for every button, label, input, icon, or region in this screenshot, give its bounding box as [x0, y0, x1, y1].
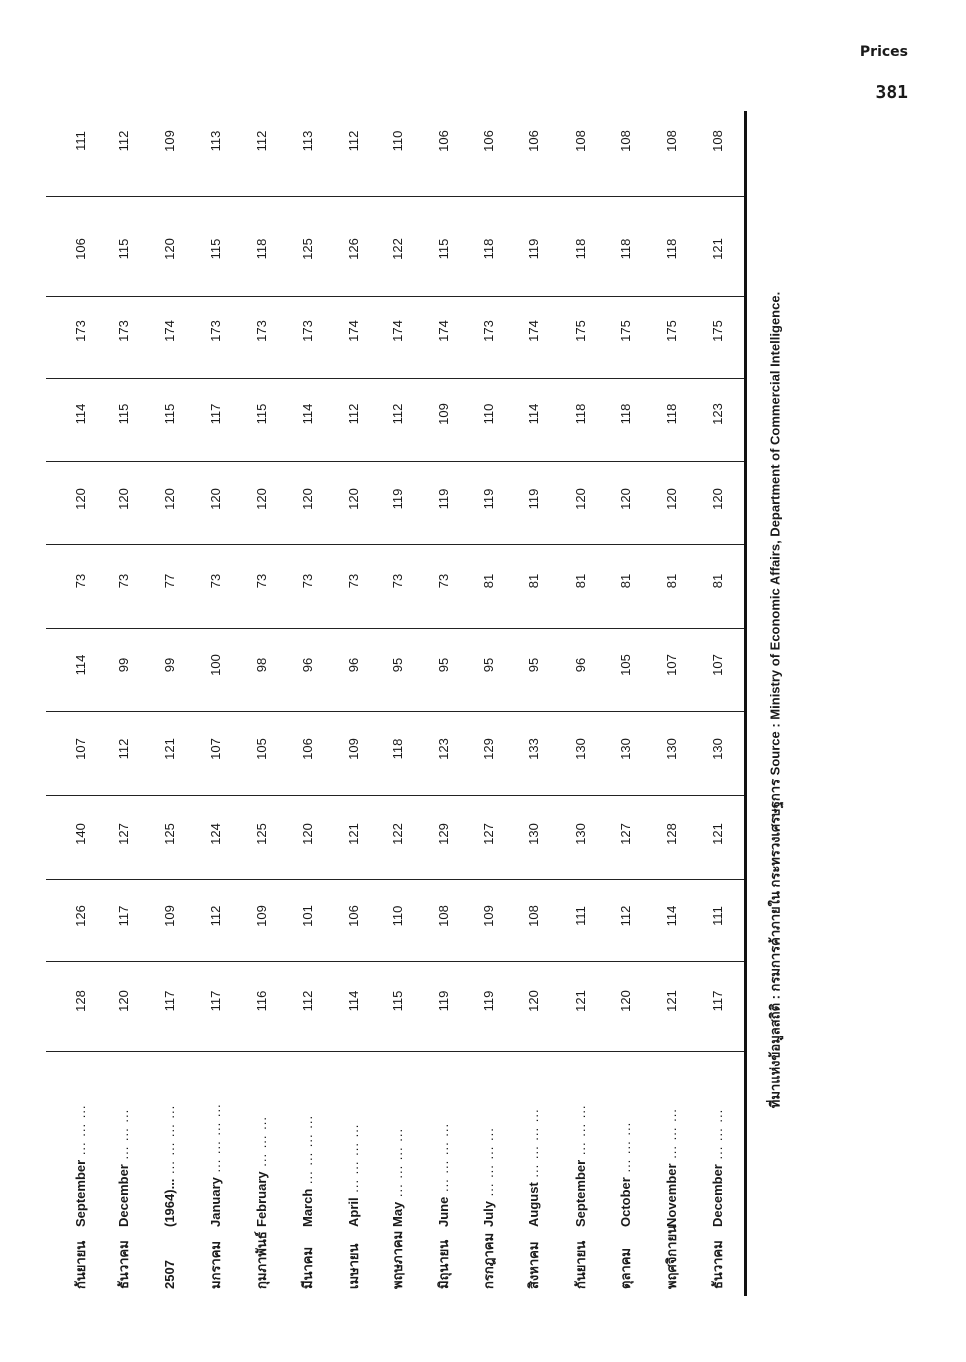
table-right-rule — [744, 111, 747, 1296]
row-label-leader-dots: ... ... ... — [573, 1104, 588, 1160]
table-cell: 111 — [73, 131, 88, 151]
table-cell: 118 — [618, 238, 633, 260]
table-cell: 95 — [436, 657, 451, 673]
row-label-english: December — [116, 1164, 131, 1227]
table-cell: 112 — [116, 738, 131, 760]
row-label — [391, 1049, 405, 1289]
table-cell: 120 — [618, 990, 633, 1012]
row-label-leader-dots: ... ... ... ... — [481, 1127, 496, 1201]
table-cell: 120 — [573, 488, 588, 510]
table-cell: 108 — [710, 130, 725, 152]
table-cell: 128 — [73, 990, 88, 1012]
table-cell: 114 — [664, 905, 679, 927]
row-label-leader-dots: ... ... ... — [618, 1121, 633, 1178]
table-cell: 106 — [346, 905, 361, 927]
row-label-english: June — [436, 1196, 451, 1227]
table-cell: 112 — [254, 130, 269, 152]
table-cell: 121 — [573, 990, 588, 1012]
column-divider — [46, 795, 744, 796]
table-cell: 73 — [254, 573, 269, 589]
table-cell: 123 — [710, 403, 725, 425]
table-cell: 108 — [436, 905, 451, 927]
row-label-leader-dots: ... ... ... — [664, 1108, 679, 1164]
row-label-english: September — [73, 1159, 88, 1227]
table-cell: 175 — [664, 320, 679, 342]
table-cell: 114 — [73, 403, 88, 425]
table-cell: 125 — [254, 823, 269, 845]
table-cell: 121 — [162, 738, 177, 760]
table-cell: 122 — [390, 823, 405, 845]
row-label — [347, 1049, 361, 1289]
table-cell: 120 — [116, 990, 131, 1012]
row-label-thai: ธันวาคม — [710, 1240, 725, 1289]
table-cell: 96 — [346, 657, 361, 673]
row-label-leader-dots: ... ... ... — [73, 1104, 88, 1160]
table-cell: 117 — [116, 905, 131, 927]
table-cell: 130 — [526, 823, 541, 845]
row-label — [574, 1049, 588, 1289]
row-label-thai: ธันวาคม — [116, 1240, 131, 1289]
table-cell: 107 — [664, 654, 679, 676]
table-cell: 123 — [436, 738, 451, 760]
table-cell: 140 — [73, 823, 88, 845]
table-cell: 73 — [116, 573, 131, 589]
table-cell: 118 — [390, 738, 405, 760]
table-cell: 99 — [116, 657, 131, 673]
table-cell: 106 — [300, 738, 315, 760]
table-cell: 109 — [162, 905, 177, 927]
row-label-leader-dots: ... ... ... ... — [526, 1108, 541, 1183]
column-divider — [46, 296, 744, 297]
table-cell: 118 — [573, 238, 588, 260]
table-cell: 130 — [664, 738, 679, 760]
table-cell: 73 — [73, 573, 88, 589]
table-cell: 120 — [710, 488, 725, 510]
table-cell: 119 — [436, 990, 451, 1012]
table-cell: 115 — [116, 403, 131, 425]
row-label-leader-dots: ... ... ... ... — [390, 1127, 405, 1202]
row-label-leader-dots: ... ... ... ... — [208, 1103, 223, 1178]
table-cell: 95 — [390, 657, 405, 673]
row-label-leader-dots: ... ... ... — [116, 1108, 131, 1165]
table-cell: 106 — [436, 130, 451, 152]
table-cell: 107 — [208, 738, 223, 760]
source-note: ที่มาแห่งข้อมูลสถิติ : กรมการค้าภายใน กระทรวงเศรษฐการ Source : Ministry of Economic Affairs, Department of Commercial Intelligence. — [767, 291, 783, 1109]
row-label — [665, 1049, 679, 1289]
table-cell: 126 — [346, 238, 361, 260]
column-divider — [46, 196, 744, 197]
table-cell: 130 — [618, 738, 633, 760]
table-cell: 121 — [710, 823, 725, 845]
table-cell: 130 — [573, 823, 588, 845]
table-cell: 112 — [300, 990, 315, 1012]
column-divider — [46, 544, 744, 545]
table-cell: 128 — [664, 823, 679, 845]
row-label-thai: 2507 — [162, 1260, 177, 1289]
table-cell: 175 — [618, 320, 633, 342]
table-cell: 96 — [300, 657, 315, 673]
table-cell: 121 — [710, 238, 725, 260]
row-label — [711, 1049, 725, 1289]
table-cell: 95 — [481, 657, 496, 673]
table-cell: 115 — [390, 990, 405, 1012]
table-cell: 117 — [208, 990, 223, 1012]
row-label — [117, 1049, 131, 1289]
table-cell: 175 — [710, 320, 725, 342]
table-cell: 120 — [162, 238, 177, 260]
row-label-thai: กุมภาพันธ์ — [254, 1231, 269, 1289]
row-label-leader-dots: ... ... ... — [254, 1116, 269, 1172]
row-label-thai: เมษายน — [346, 1243, 361, 1289]
table-cell: 120 — [618, 488, 633, 510]
table-cell: 73 — [390, 573, 405, 589]
table-cell: 122 — [390, 238, 405, 260]
table-cell: 108 — [573, 130, 588, 152]
row-label-thai: พฤศจิกายน — [664, 1225, 679, 1289]
table-cell: 119 — [481, 488, 496, 510]
table-cell: 110 — [481, 403, 496, 425]
table-cell: 113 — [300, 130, 315, 152]
table-cell: 173 — [73, 320, 88, 342]
table-cell: 119 — [526, 488, 541, 510]
table-cell: 120 — [116, 488, 131, 510]
table-cell: 130 — [710, 738, 725, 760]
row-label-english: September — [573, 1159, 588, 1227]
table-cell: 111 — [573, 906, 588, 926]
row-label-leader-dots: ... ... ... ... — [300, 1114, 315, 1189]
table-cell: 117 — [208, 403, 223, 425]
row-label-thai: มกราคม — [208, 1241, 223, 1289]
row-label-thai: สิงหาคม — [526, 1241, 541, 1289]
table-cell: 114 — [346, 990, 361, 1012]
table-cell: 101 — [300, 905, 315, 927]
table-cell: 127 — [481, 823, 496, 845]
table-cell: 117 — [710, 990, 725, 1012]
table-cell: 173 — [254, 320, 269, 342]
table-cell: 115 — [208, 238, 223, 260]
table-cell: 111 — [710, 906, 725, 926]
row-label-english: August — [526, 1182, 541, 1227]
table-cell: 110 — [390, 905, 405, 927]
table-cell: 174 — [346, 320, 361, 342]
row-label-leader-dots: ... ... ... ... — [436, 1122, 451, 1197]
row-label-english: January — [208, 1177, 223, 1227]
table-cell: 73 — [300, 573, 315, 589]
row-label-thai: ตุลาคม — [618, 1248, 633, 1289]
table-cell: 175 — [573, 320, 588, 342]
table-cell: 95 — [526, 657, 541, 673]
table-cell: 105 — [618, 654, 633, 676]
table-cell: 118 — [664, 238, 679, 260]
table-cell: 112 — [390, 403, 405, 425]
table-cell: 115 — [436, 238, 451, 260]
row-label — [209, 1049, 223, 1289]
table-cell: 112 — [618, 905, 633, 927]
row-label-english: December — [710, 1164, 725, 1227]
table-cell: 108 — [664, 130, 679, 152]
table-cell: 107 — [710, 654, 725, 676]
table-cell: 116 — [254, 990, 269, 1012]
table-cell: 106 — [73, 238, 88, 260]
row-label-english: February — [254, 1171, 269, 1227]
row-label-english: March — [300, 1188, 315, 1227]
table-cell: 127 — [116, 823, 131, 845]
table-cell: 98 — [254, 657, 269, 673]
table-cell: 121 — [664, 990, 679, 1012]
table-cell: 119 — [526, 238, 541, 260]
table-cell: 96 — [573, 657, 588, 673]
table-cell: 106 — [481, 130, 496, 152]
table-cell: 174 — [526, 320, 541, 342]
table-cell: 174 — [390, 320, 405, 342]
table-cell: 112 — [346, 130, 361, 152]
table-cell: 81 — [573, 573, 588, 589]
table-cell: 106 — [526, 130, 541, 152]
table-cell: 119 — [390, 488, 405, 510]
price-index-table — [46, 101, 754, 1297]
table-cell: 127 — [618, 823, 633, 845]
row-label-thai: มีนาคม — [300, 1246, 315, 1289]
column-divider — [46, 628, 744, 629]
table-cell: 120 — [208, 488, 223, 510]
table-cell: 120 — [73, 488, 88, 510]
row-label — [163, 1049, 177, 1289]
table-cell: 81 — [710, 573, 725, 589]
table-cell: 114 — [526, 403, 541, 425]
row-label-leader-dots: ... ... ... ... — [346, 1123, 361, 1198]
table-cell: 114 — [73, 654, 88, 676]
table-cell: 129 — [481, 738, 496, 760]
table-cell: 77 — [162, 573, 177, 589]
table-cell: 99 — [162, 657, 177, 673]
table-cell: 112 — [116, 130, 131, 152]
table-cell: 173 — [300, 320, 315, 342]
table-cell: 81 — [664, 573, 679, 589]
table-cell: 114 — [300, 403, 315, 425]
row-label-english: November — [664, 1163, 679, 1227]
table-cell: 133 — [526, 738, 541, 760]
column-divider — [46, 711, 744, 712]
table-cell: 100 — [208, 654, 223, 676]
table-cell: 73 — [346, 573, 361, 589]
table-cell: 81 — [526, 573, 541, 589]
table-cell: 121 — [346, 823, 361, 845]
table-cell: 173 — [481, 320, 496, 342]
table-cell: 109 — [346, 738, 361, 760]
table-cell: 118 — [664, 403, 679, 425]
table-cell: 119 — [481, 990, 496, 1012]
table-cell: 129 — [436, 823, 451, 845]
row-label-thai: กันยายน — [573, 1240, 588, 1289]
table-cell: 110 — [390, 130, 405, 152]
table-cell: 120 — [664, 488, 679, 510]
table-cell: 73 — [208, 573, 223, 589]
table-cell: 118 — [573, 403, 588, 425]
table-cell: 118 — [618, 403, 633, 425]
table-cell: 119 — [436, 488, 451, 510]
table-cell: 120 — [300, 823, 315, 845]
table-cell: 113 — [208, 130, 223, 152]
row-label — [255, 1049, 269, 1289]
row-label-thai: มิถุนายน — [436, 1239, 451, 1289]
table-cell: 118 — [254, 238, 269, 260]
row-label-thai: กรกฎาคม — [481, 1232, 496, 1289]
table-cell: 115 — [116, 238, 131, 260]
table-cell: 120 — [162, 488, 177, 510]
row-label — [74, 1049, 88, 1289]
row-label-leader-dots: ... ... ... — [710, 1108, 725, 1165]
row-label — [619, 1049, 633, 1289]
table-cell: 108 — [618, 130, 633, 152]
column-divider — [46, 961, 744, 962]
table-cell: 130 — [573, 738, 588, 760]
table-cell: 73 — [436, 573, 451, 589]
table-cell: 126 — [73, 905, 88, 927]
table-cell: 125 — [162, 823, 177, 845]
page-header-title: Prices — [859, 44, 908, 60]
table-cell: 124 — [208, 823, 223, 845]
table-cell: 120 — [254, 488, 269, 510]
table-cell: 174 — [162, 320, 177, 342]
row-label — [482, 1049, 496, 1289]
row-label-english: (1964)... — [162, 1178, 177, 1227]
column-divider — [46, 378, 744, 379]
row-label-english: May — [390, 1201, 405, 1227]
table-cell: 107 — [73, 738, 88, 760]
column-divider — [46, 879, 744, 880]
table-cell: 109 — [481, 905, 496, 927]
row-label — [437, 1049, 451, 1289]
row-label-english: October — [618, 1177, 633, 1227]
column-divider — [46, 461, 744, 462]
table-cell: 118 — [481, 238, 496, 260]
table-cell: 112 — [208, 905, 223, 927]
table-cell: 174 — [436, 320, 451, 342]
table-cell: 81 — [481, 573, 496, 589]
table-cell: 173 — [208, 320, 223, 342]
table-cell: 120 — [346, 488, 361, 510]
table-cell: 115 — [254, 403, 269, 425]
table-cell: 125 — [300, 238, 315, 260]
table-cell: 120 — [526, 990, 541, 1012]
row-label-leader-dots: ... ... ... ... — [162, 1104, 177, 1179]
row-label — [301, 1049, 315, 1289]
table-cell: 108 — [526, 905, 541, 927]
table-cell: 109 — [254, 905, 269, 927]
table-cell: 117 — [162, 990, 177, 1012]
table-cell: 120 — [300, 488, 315, 510]
table-cell: 115 — [162, 403, 177, 425]
table-cell: 81 — [618, 573, 633, 589]
page-number: 381 — [875, 82, 908, 103]
row-label-thai: กันยายน — [73, 1240, 88, 1289]
table-cell: 109 — [162, 130, 177, 152]
row-label-english: April — [346, 1197, 361, 1227]
row-label-english: July — [481, 1200, 496, 1227]
table-cell: 112 — [346, 403, 361, 425]
row-label — [527, 1049, 541, 1289]
table-cell: 109 — [436, 403, 451, 425]
row-label-thai: พฤษภาคม — [390, 1230, 405, 1289]
table-cell: 105 — [254, 738, 269, 760]
table-cell: 173 — [116, 320, 131, 342]
